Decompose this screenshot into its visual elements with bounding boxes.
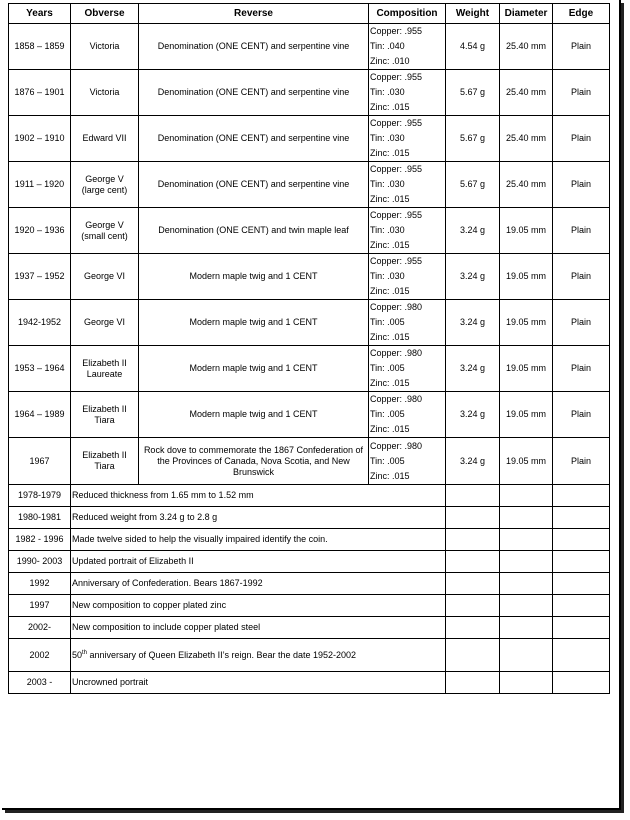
empty-cell xyxy=(553,573,610,595)
composition-line: Copper: .955 xyxy=(370,256,423,266)
note-text: New composition to copper plated zinc xyxy=(72,600,227,610)
reverse-cell: Denomination (ONE CENT) and serpentine vine xyxy=(139,70,369,116)
composition-line: Tin: .005 xyxy=(370,317,405,327)
table-row xyxy=(9,116,610,162)
header-reverse: Reverse xyxy=(139,4,369,24)
composition-cell xyxy=(369,254,446,300)
header-weight: Weight xyxy=(446,4,500,24)
composition-line: Copper: .955 xyxy=(370,164,423,174)
edge-cell: Plain xyxy=(553,24,610,70)
note-years-cell: 1982 - 1996 xyxy=(9,529,71,551)
note-row xyxy=(9,595,610,617)
table-row xyxy=(9,70,610,116)
composition-cell xyxy=(369,346,446,392)
years-cell: 1911 – 1920 xyxy=(9,162,71,208)
table-row xyxy=(9,162,610,208)
reverse-cell: Modern maple twig and 1 CENT xyxy=(139,254,369,300)
weight-cell: 3.24 g xyxy=(446,438,500,485)
edge-cell: Plain xyxy=(553,438,610,485)
composition-cell xyxy=(369,300,446,346)
header-edge: Edge xyxy=(553,4,610,24)
weight-cell: 5.67 g xyxy=(446,162,500,208)
edge-cell: Plain xyxy=(553,392,610,438)
note-row xyxy=(9,529,610,551)
reverse-cell: Modern maple twig and 1 CENT xyxy=(139,392,369,438)
years-cell: 1964 – 1989 xyxy=(9,392,71,438)
composition-line: Tin: .005 xyxy=(370,455,405,466)
obverse-line: George V xyxy=(85,219,124,230)
empty-cell xyxy=(500,595,553,617)
empty-cell xyxy=(553,485,610,507)
reverse-cell: Denomination (ONE CENT) and serpentine vine xyxy=(139,162,369,208)
obverse-line: Tiara xyxy=(94,414,115,425)
years-cell: 1902 – 1910 xyxy=(9,116,71,162)
note-ordinal-suffix: th xyxy=(82,649,88,656)
composition-line: Zinc: .015 xyxy=(370,102,410,112)
edge-cell: Plain xyxy=(553,70,610,116)
obverse-line: George VI xyxy=(83,271,126,281)
empty-cell xyxy=(500,639,553,672)
note-text: Uncrowned portrait xyxy=(72,677,149,687)
composition-line: Zinc: .015 xyxy=(370,194,410,204)
empty-cell xyxy=(553,639,610,672)
obverse-line: Elizabeth II xyxy=(82,357,127,368)
empty-cell xyxy=(500,617,553,639)
empty-cell xyxy=(446,507,500,529)
note-text-cell xyxy=(71,672,446,694)
obverse-line: Elizabeth II xyxy=(82,450,127,460)
empty-cell xyxy=(500,551,553,573)
note-text: anniversary of Queen Elizabeth II’s reign. Bear the date 1952-2002 xyxy=(87,649,357,660)
reverse-cell: Denomination (ONE CENT) and serpentine vine xyxy=(139,116,369,162)
note-years-cell: 2003 - xyxy=(9,672,71,694)
composition-line: Tin: .030 xyxy=(370,271,405,281)
empty-cell xyxy=(553,551,610,573)
note-ordinal: 50 xyxy=(72,649,83,660)
header-years: Years xyxy=(9,4,71,24)
note-row xyxy=(9,639,610,672)
obverse-line: Laureate xyxy=(86,368,123,379)
note-text-cell xyxy=(71,617,446,639)
reverse-cell: Modern maple twig and 1 CENT xyxy=(139,300,369,346)
header-row xyxy=(9,4,610,24)
composition-line: Copper: .955 xyxy=(370,210,423,220)
diameter-cell: 25.40 mm xyxy=(500,162,553,208)
empty-cell xyxy=(500,573,553,595)
obverse-line: (small cent) xyxy=(81,230,128,241)
table-row xyxy=(9,346,610,392)
table-row xyxy=(9,392,610,438)
obverse-cell xyxy=(71,24,139,70)
obverse-line: Elizabeth II xyxy=(82,403,127,414)
composition-line: Tin: .030 xyxy=(370,179,405,189)
note-text-cell xyxy=(71,485,446,507)
composition-line: Tin: .030 xyxy=(370,225,405,235)
note-row xyxy=(9,551,610,573)
composition-line: Copper: .980 xyxy=(370,302,423,312)
weight-cell: 3.24 g xyxy=(446,254,500,300)
table-row xyxy=(9,438,610,485)
obverse-cell xyxy=(71,70,139,116)
composition-line: Zinc: .010 xyxy=(370,56,410,66)
note-row xyxy=(9,672,610,694)
edge-cell: Plain xyxy=(553,346,610,392)
coin-table-body xyxy=(9,24,610,694)
composition-line: Copper: .955 xyxy=(370,72,423,82)
composition-line: Zinc: .015 xyxy=(370,286,410,296)
years-cell: 1942-1952 xyxy=(9,300,71,346)
reverse-cell: Denomination (ONE CENT) and twin maple leaf xyxy=(139,208,369,254)
composition-line: Zinc: .015 xyxy=(370,378,410,388)
composition-cell xyxy=(369,208,446,254)
empty-cell xyxy=(500,485,553,507)
composition-line: Tin: .005 xyxy=(370,363,405,373)
weight-cell: 3.24 g xyxy=(446,208,500,254)
header-diameter: Diameter xyxy=(500,4,553,24)
obverse-cell xyxy=(71,392,139,438)
document-page xyxy=(2,0,621,810)
years-cell: 1937 – 1952 xyxy=(9,254,71,300)
weight-cell: 5.67 g xyxy=(446,116,500,162)
composition-line: Tin: .040 xyxy=(370,41,405,51)
note-years-cell: 1980-1981 xyxy=(9,507,71,529)
empty-cell xyxy=(446,639,500,672)
weight-cell: 3.24 g xyxy=(446,300,500,346)
diameter-cell: 19.05 mm xyxy=(500,254,553,300)
table-row xyxy=(9,254,610,300)
obverse-line: Edward VII xyxy=(82,133,127,143)
empty-cell xyxy=(446,595,500,617)
composition-line: Tin: .030 xyxy=(370,87,405,97)
obverse-cell xyxy=(71,208,139,254)
empty-cell xyxy=(500,507,553,529)
composition-cell xyxy=(369,70,446,116)
obverse-line: George VI xyxy=(83,317,126,327)
diameter-cell: 25.40 mm xyxy=(500,24,553,70)
note-text-cell xyxy=(71,551,446,573)
obverse-line: (large cent) xyxy=(81,184,128,195)
table-row xyxy=(9,208,610,254)
composition-cell xyxy=(369,24,446,70)
note-years-cell: 2002 xyxy=(9,639,71,672)
edge-cell: Plain xyxy=(553,208,610,254)
note-years-cell: 1990- 2003 xyxy=(9,551,71,573)
composition-line: Tin: .005 xyxy=(370,409,405,419)
empty-cell xyxy=(553,617,610,639)
composition-line: Zinc: .015 xyxy=(370,148,410,158)
empty-cell xyxy=(500,529,553,551)
years-cell: 1858 – 1859 xyxy=(9,24,71,70)
reverse-cell: Modern maple twig and 1 CENT xyxy=(139,346,369,392)
years-cell: 1920 – 1936 xyxy=(9,208,71,254)
note-text: Updated portrait of Elizabeth II xyxy=(72,556,194,566)
note-row xyxy=(9,573,610,595)
composition-line: Tin: .030 xyxy=(370,133,405,143)
note-text: New composition to include copper plated steel xyxy=(72,622,261,632)
obverse-cell xyxy=(71,346,139,392)
reverse-cell: Rock dove to commemorate the 1867 Confederation of the Provinces of Canada, Nova Scotia, and New Brunswick xyxy=(139,438,369,485)
composition-line: Zinc: .015 xyxy=(370,470,410,481)
obverse-line: George V xyxy=(85,173,124,184)
weight-cell: 5.67 g xyxy=(446,70,500,116)
empty-cell xyxy=(500,672,553,694)
note-row xyxy=(9,617,610,639)
edge-cell: Plain xyxy=(553,116,610,162)
diameter-cell: 19.05 mm xyxy=(500,438,553,485)
table-row xyxy=(9,300,610,346)
note-text: Reduced thickness from 1.65 mm to 1.52 mm xyxy=(72,490,254,500)
note-text-cell xyxy=(71,573,446,595)
composition-line: Copper: .955 xyxy=(370,118,423,128)
note-years-cell: 1978-1979 xyxy=(9,485,71,507)
note-years-cell: 2002- xyxy=(9,617,71,639)
obverse-cell xyxy=(71,116,139,162)
empty-cell xyxy=(446,551,500,573)
weight-cell: 3.24 g xyxy=(446,346,500,392)
composition-cell xyxy=(369,162,446,208)
composition-line: Copper: .980 xyxy=(370,440,423,451)
note-text: Made twelve sided to help the visually impaired identify the coin. xyxy=(72,534,328,544)
note-text: Reduced weight from 3.24 g to 2.8 g xyxy=(72,512,218,522)
note-years-cell: 1997 xyxy=(9,595,71,617)
empty-cell xyxy=(553,672,610,694)
note-text-cell xyxy=(71,529,446,551)
empty-cell xyxy=(446,529,500,551)
note-text-cell xyxy=(71,507,446,529)
obverse-cell xyxy=(71,438,139,485)
obverse-line: Tiara xyxy=(94,461,115,471)
diameter-cell: 25.40 mm xyxy=(500,70,553,116)
diameter-cell: 19.05 mm xyxy=(500,392,553,438)
composition-line: Zinc: .015 xyxy=(370,240,410,250)
note-row xyxy=(9,507,610,529)
table-row xyxy=(9,24,610,70)
composition-line: Zinc: .015 xyxy=(370,424,410,434)
obverse-cell xyxy=(71,300,139,346)
composition-line: Zinc: .015 xyxy=(370,332,410,342)
note-text-cell xyxy=(71,639,446,672)
years-cell: 1953 – 1964 xyxy=(9,346,71,392)
composition-line: Copper: .955 xyxy=(370,26,423,36)
empty-cell xyxy=(446,573,500,595)
diameter-cell: 19.05 mm xyxy=(500,208,553,254)
edge-cell: Plain xyxy=(553,162,610,208)
obverse-cell xyxy=(71,162,139,208)
empty-cell xyxy=(446,672,500,694)
weight-cell: 4.54 g xyxy=(446,24,500,70)
composition-cell xyxy=(369,392,446,438)
empty-cell xyxy=(446,617,500,639)
obverse-line: Victoria xyxy=(89,87,120,97)
note-years-cell: 1992 xyxy=(9,573,71,595)
diameter-cell: 19.05 mm xyxy=(500,300,553,346)
diameter-cell: 25.40 mm xyxy=(500,116,553,162)
note-row xyxy=(9,485,610,507)
years-cell: 1876 – 1901 xyxy=(9,70,71,116)
composition-line: Copper: .980 xyxy=(370,348,423,358)
header-composition: Composition xyxy=(369,4,446,24)
edge-cell: Plain xyxy=(553,300,610,346)
empty-cell xyxy=(553,507,610,529)
obverse-cell xyxy=(71,254,139,300)
composition-cell xyxy=(369,116,446,162)
edge-cell: Plain xyxy=(553,254,610,300)
note-text: Anniversary of Confederation. Bears 1867-1992 xyxy=(72,578,263,588)
empty-cell xyxy=(553,529,610,551)
years-cell: 1967 xyxy=(9,438,71,485)
composition-line: Copper: .980 xyxy=(370,394,423,404)
composition-cell xyxy=(369,438,446,485)
empty-cell xyxy=(553,595,610,617)
reverse-cell: Denomination (ONE CENT) and serpentine vine xyxy=(139,24,369,70)
coin-table xyxy=(8,3,610,694)
empty-cell xyxy=(446,485,500,507)
header-obverse: Obverse xyxy=(71,4,139,24)
note-text-cell xyxy=(71,595,446,617)
diameter-cell: 19.05 mm xyxy=(500,346,553,392)
weight-cell: 3.24 g xyxy=(446,392,500,438)
obverse-line: Victoria xyxy=(89,41,120,51)
